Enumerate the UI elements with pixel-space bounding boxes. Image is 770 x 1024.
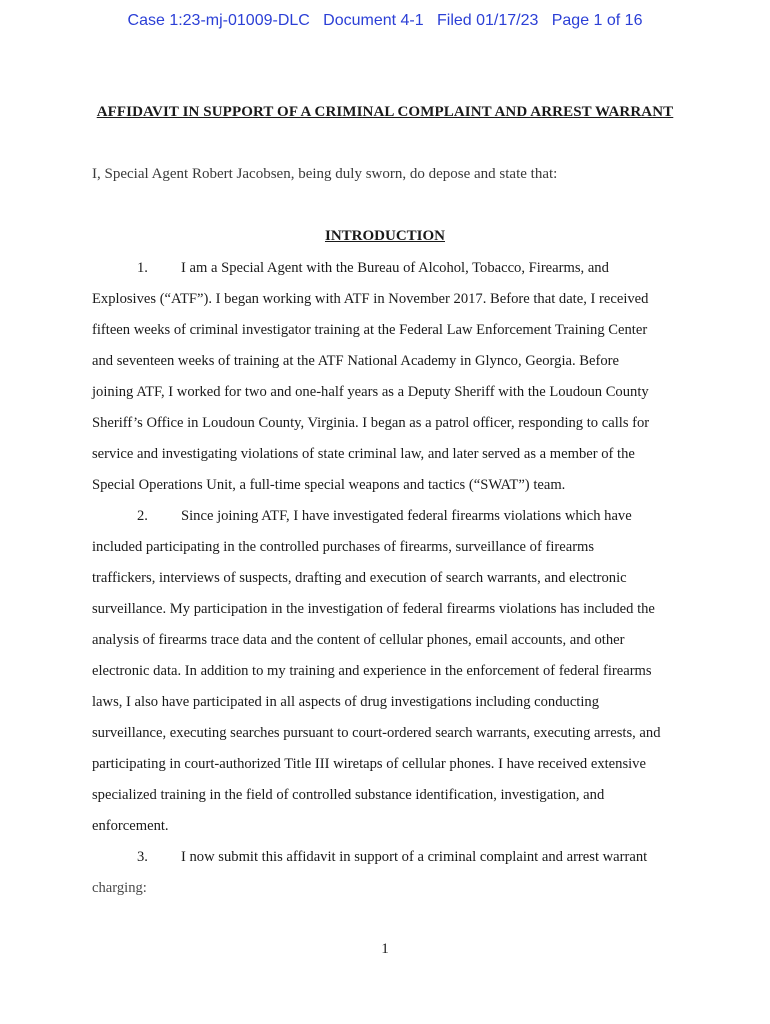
paragraph-line: Explosives (“ATF”). I began working with ATF in November 2017. Before that date, I received	[92, 291, 649, 307]
paragraph-line: Sheriff’s Office in Loudoun County, Virginia. I began as a patrol officer, responding to calls for	[92, 415, 650, 431]
court-filing-header: Case 1:23-mj-01009-DLC Document 4-1 Filed 01/17/23 Page 1 of 16	[127, 12, 643, 29]
paragraph-line: specialized training in the field of controlled substance identification, investigation, and	[92, 787, 605, 803]
paragraph-line: fifteen weeks of criminal investigator training at the Federal Law Enforcement Training Center	[92, 322, 648, 338]
paragraph-line: 1. I am a Special Agent with the Bureau of Alcohol, Tobacco, Firearms, and	[92, 253, 692, 284]
paragraph-line: included participating in the controlled purchases of firearms, surveillance of firearms	[92, 539, 595, 555]
paragraph-line: service and investigating violations of state criminal law, and later served as a member of the	[92, 446, 635, 462]
paragraph-number: 2.	[137, 508, 148, 524]
paragraph-line: traffickers, interviews of suspects, drafting and execution of search warrants, and electronic	[92, 570, 627, 586]
paragraph-line: enforcement.	[92, 818, 169, 834]
paragraph-line: Special Operations Unit, a full-time special weapons and tactics (“SWAT”) team.	[92, 477, 566, 493]
paragraph-line: laws, I also have participated in all aspects of drug investigations including conducting	[92, 694, 600, 710]
paragraph-line: electronic data. In addition to my training and experience in the enforcement of federal firearms	[92, 663, 652, 679]
paragraph-line: surveillance. My participation in the investigation of federal firearms violations has included the	[92, 601, 655, 617]
paragraph-line: 2. Since joining ATF, I have investigated federal firearms violations which have	[92, 501, 692, 532]
page-number: 1	[381, 941, 389, 957]
paragraph-line: analysis of firearms trace data and the content of cellular phones, email accounts, and other	[92, 632, 625, 648]
paragraph-line: joining ATF, I worked for two and one-half years as a Deputy Sheriff with the Loudoun County	[92, 384, 649, 400]
section-heading-introduction: INTRODUCTION	[324, 228, 445, 244]
paragraph-1	[92, 253, 692, 501]
paragraph-line: charging:	[92, 880, 147, 896]
paragraph-number: 3.	[137, 849, 148, 865]
paragraph-line: and seventeen weeks of training at the ATF National Academy in Glynco, Georgia. Before	[92, 353, 619, 369]
document-title: AFFIDAVIT IN SUPPORT OF A CRIMINAL COMPLAINT AND ARREST WARRANT	[96, 104, 674, 120]
paragraph-line: participating in court-authorized Title III wiretaps of cellular phones. I have received extensive	[92, 756, 646, 772]
paragraph-3	[92, 842, 692, 904]
paragraph-2	[92, 501, 692, 842]
paragraph-line: 3. I now submit this affidavit in support of a criminal complaint and arrest warrant	[92, 842, 692, 873]
paragraph-number: 1.	[137, 260, 148, 276]
oath-statement: I, Special Agent Robert Jacobsen, being duly sworn, do depose and state that:	[92, 166, 558, 182]
paragraph-line: surveillance, executing searches pursuant to court-ordered search warrants, executing arrests, and	[92, 725, 661, 741]
